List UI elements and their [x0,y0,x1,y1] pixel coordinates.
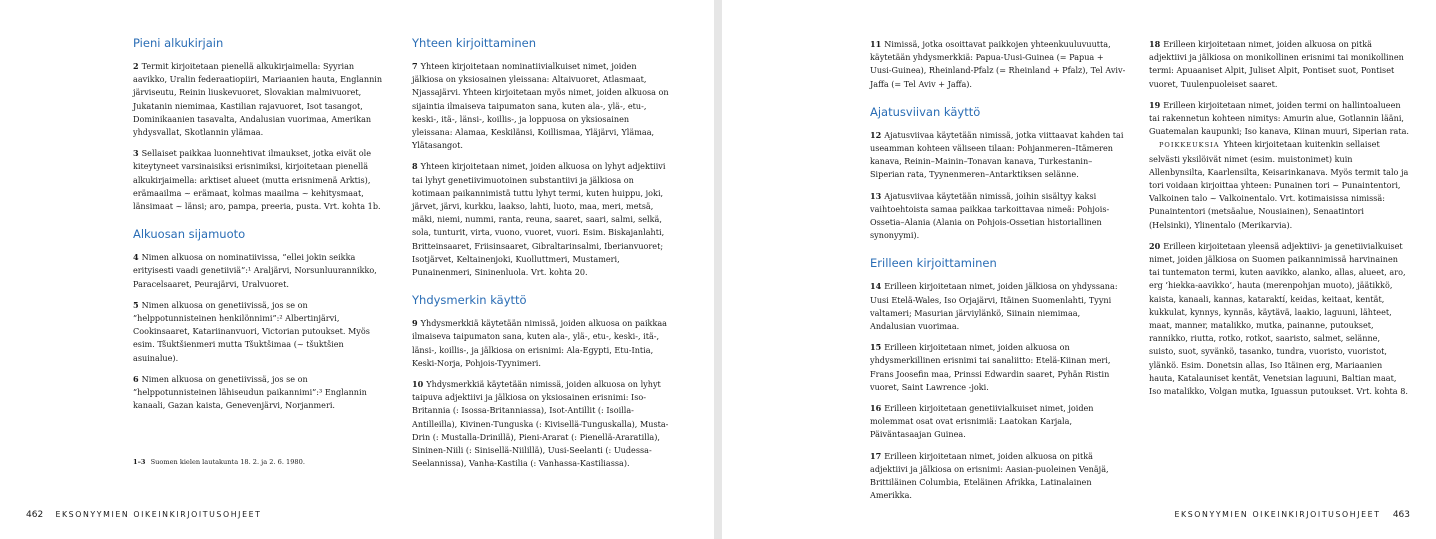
paragraph-19-exceptions: POIKKEUKSIA Yhteen kirjoitetaan kuitenkin sellaiset selvästi yksilöivät nimet (esim. muistonimet) kuin Allenbynsilta, Kaarlensilta, Keisarinkanava. Myös termit talo ja tori voidaan kirjoittaa yhteen: Punainen tori ~ Punaintentori, Valkoinen talo ~ Valkoinentalo. Vrt. kotimaisissa nimissä: Punaintentori (metsäalue, Nousiainen), Senaatintori (Helsinki), Ylinentalo (Merikarvia). [1149,139,1409,230]
left-folio [26,510,262,520]
heading-yhdysmerkin-kaytto: Yhdysmerkin käyttö [412,293,527,308]
running-title: EKSONYYMIEN OIKEINKIRJOITUSOHJEET [1174,510,1381,519]
heading-ajatusviivan-kaytto: Ajatusviivan käyttö [870,104,981,119]
left-page [0,0,714,539]
paragraph-20: 20 Erilleen kirjoitetaan yleensä adjektiivi- ja genetiivialkuiset nimet, joiden jälkiosa on Suomen paikannimissä harvinainen tai tuntematon termi, kuten aavikko, alanko, allas, alueet, aro, erg ’hiekka-aavikko’, hauta (merenpohjan muoto), jäätikkö, kaista, kanaali, kannas, kataraktí, keidas, keitaat, kentät, kukkulat, kynnys, kynnäs, käytävä, laakio, laguuni, lähteet, maat, manner, matalikko, mutka, painanne, putoukset, rannikko, riutta, rotko, rotkot, saaristo, salmet, selänne, suisto, suot, syvänkö, tasanko, tundra, vuoristo, vuoristot, ylänkö. Esim. Donetsin allas, Iso Itäinen erg, Mariaanien hauta, Katalauniset kentät, Venetsian laguuni, Baltian maat, Iso matalikko, Volgan mutka, Iguassun putoukset. Vrt. kohta 8. [1149,240,1408,397]
right-column-2 [1149,38,1409,406]
paragraph-15: 15 Erilleen kirjoitetaan nimet, joiden alkuosa on yhdysmerkillinen erisnimi tai sanaliitto: Etelä-Kiinan meri, Frans Joosefin maa, Prinssi Edwardin saaret, Pyhän Ristin vuoret, Saint Lawrence -joki. [870,342,1111,392]
paragraph-17: 17 Erilleen kirjoitetaan nimet, joiden alkuosa on pitkä adjektiivi ja jälkiosa on erisnimi: Aasian-puoleinen Venäjä, Brittiläinen Columbia, Eteläinen Afrikka, Latinalainen Amerikka. [870,450,1109,501]
heading-yhteen-kirjoittaminen: Yhteen kirjoittaminen [412,36,537,50]
paragraph-19: 19 Erilleen kirjoitetaan nimet, joiden termi on hallintoalueen tai rakennetun kohteen nimitys: Amurin alue, Gotlannin lääni, Guatemalan kaupunki; Iso kanava, Kiinan muuri, Siperian rata. [1149,99,1409,137]
heading-pieni-alkukirjain: Pieni alkukirjain [133,36,224,50]
heading-alkuosan-sijamuoto: Alkuosan sijamuoto [133,227,246,242]
left-column-2 [412,36,670,478]
page-number: 462 [26,510,44,520]
running-title: EKSONYYMIEN OIKEINKIRJOITUSOHJEET [55,510,262,519]
page-number: 463 [1392,510,1410,520]
paragraph-13: 13 Ajatusviivaa käytetään nimissä, joihin sisältyy kaksi vaihtoehtoista samaa paikkaa tarkoittavaa nimeä: Pohjois-Ossetia–Alania (Alania on Pohjois-Ossetian historiallinen synonyymi). [870,190,1110,241]
exceptions-label: POIKKEUKSIA [1159,141,1220,150]
right-folio [1175,510,1411,520]
paragraph-5: 5 Nimen alkuosa on genetiivissä, jos se on ”helppotunnisteinen henkilönnimi”:² Albertinjärvi, Cookinsaaret, Katariinanvuori, Victorian putoukset. Myös esim. Tšuktšienmeri mutta Tšuktšimaa (~ tšuktšien asuinalue). [133,299,370,363]
right-column-1 [870,38,1126,510]
paragraph-11: 11 Nimissä, jotka osoittavat paikkojen yhteenkuuluvuutta, käytetään yhdysmerkkiä: Papua-Uusi-Guinea (= Papua + Uusi-Guinea), Rheinland-Pfalz (= Rheinland + Pfalz), Tel Aviv-Jaffa (= Tel Aviv + Jaffa). [870,39,1126,89]
paragraph-8: 8 Yhteen kirjoitetaan nimet, joiden alkuosa on lyhyt adjektiivi tai lyhyt genetiivimuotoinen substantiivi ja jälkiosa on kotimaan paikannimistä tuttu lyhyt termi, kuten huippu, joki, järvet, järvi, kurkku, laakso, lahti, luoto, maa, meri, metsä, mäki, niemi, nummi, ranta, reuna, saaret, saari, salmi, selkä, sola, tunturit, virta, vuono, vuoret, vuori. Esim. Biskajanlahti, Britteinsaaret, Friisinsaaret, Gibraltarinsalmi, Iberianvuoret; Isotjärvet, Keltainenjoki, Kuolluttmeri, Mustameri, Punainenmeri, Sininenluola. Vrt. kohta 20. [412,161,666,278]
book-gutter [714,0,722,539]
paragraph-9: 9 Yhdysmerkkiä käytetään nimissä, joiden alkuosa on paikkaa ilmaiseva taipumaton sana, kuten ala-, ylä-, etu-, keski-, itä-, länsi-, koillis-, ja jälkiosa on erisnimi: Ala-Egypti, Etu-Intia, Keski-Norja, Pohjois-Tyynimeri. [412,318,668,368]
paragraph-16: 16 Erilleen kirjoitetaan genetiivialkuiset nimet, joiden molemmat osat ovat erisnimiä: Laatokan Karjala, Päiväntasaajan Guinea. [870,403,1094,440]
right-page [722,0,1436,539]
paragraph-10: 10 Yhdysmerkkiä käytetään nimissä, joiden alkuosa on lyhyt taipuva adjektiivi ja jälkiosa on yksiosainen erisnimi: Iso-Britannia (: Isossa-Britanniassa), Isot-Antillit (: Isoilla-Antilleilla), Kivinen-Tunguska (: Kivisellä-Tunguskalla), Musta-Drin (: Mustalla-Drinillä), Pieni-Ararat (: Pienellä-Araratilla), Sininen-Niili (: Sinisellä-Niilillä), Uusi-Seelanti (: Uudessa-Seelannissa), Vanha-Kastilia (: Vanhassa-Kastiliassa). [412,379,669,469]
paragraph-14: 14 Erilleen kirjoitetaan nimet, joiden jälkiosa on yhdyssana: Uusi Etelä-Wales, Iso Orjajärvi, Itäinen Suomenlahti, Tyyni valtameri; Masurian järviylänkö, Siinain niemimaa, Andalusian vuorimaa. [870,281,1118,332]
footnote: 1–3 Suomen kielen lautakunta 18. 2. ja 2. 6. 1980. [133,458,305,466]
paragraph-2: 2 Termit kirjoitetaan pienellä alkukirjaimella: Syyrian aavikko, Uralin federaatiopiiri, Mariaanien hauta, Englannin järviseutu, Reinin liuskevuoret, Slovakian malmivuoret, Jukatanin niemimaa, Kastilian rajavuoret, Isot tasangot, Dominikaanien tasavalta, Andalusian vuorimaa, Amerikan yhdysvallat, Skotlannin ylämaa. [133,61,383,138]
paragraph-7: 7 Yhteen kirjoitetaan nominatiivialkuiset nimet, joiden jälkiosa on yksiosainen yleissana: Altaivuoret, Atlasmaat, Njassajärvi. Yhteen kirjoitetaan myös nimet, joiden alkuosa on sijaintia ilmaiseva taipumaton sana, kuten ala-, ylä-, etu-, keski-, itä-, länsi-, koillis-, ja loppuosa on yksiosainen yleissana: Alamaa, Keskilänsi, Koillismaa, Yläjärvi, Ylämaa, Ylätasangot. [412,61,669,151]
paragraph-6: 6 Nimen alkuosa on genetiivissä, jos se on ”helppotunnisteinen lähiseudun paikannimi”:³ Englannin kanaali, Gazan kaista, Genevenjärvi, Norjanmeri. [133,373,367,411]
paragraph-4: 4 Nimen alkuosa on nominatiivissa, ”ellei jokin seikka erityisesti vaadi genetiiviä”:¹ Araljärvi, Norsunluurannikko, Paracelsaaret, Peurajärvi, Uralvuoret. [133,252,377,289]
heading-erilleen-kirjoittaminen: Erilleen kirjoittaminen [870,256,997,271]
left-column-1 [133,36,385,420]
paragraph-3: 3 Sellaiset paikkaa luonnehtivat ilmaukset, jotka eivät ole kiteytyneet varsinaisiksi erisnimiksi, kirjoitetaan pienellä alkukirjaimella: arktiset alueet (mutta erisnimenä Arktis), erämaailma ~ erämaat, kolmas maailma ~ kehitysmaat, länsimaat ~ länsi; aro, pampa, preeria, pusta. Vrt. kohta 1b. [133,148,381,212]
paragraph-18: 18 Erilleen kirjoitetaan nimet, joiden alkuosa on pitkä adjektiivi ja jälkiosa on monikollinen erisnimi tai monikollinen termi: Apuaaniset Alpit, Juliset Alpit, Pontiset suot, Pontiset vuoret, Tuulenpuoleiset saaret. [1149,39,1404,89]
paragraph-12: 12 Ajatusviivaa käytetään nimissä, jotka viittaavat kahden tai useamman kohteen väliseen tilaan: Pohjanmeren–Itämeren kanava, Reinin–Mainin–Tonavan kanava, Turkestanin–Siperian rata, Tyynenmeren–Antarktiksen selänne. [870,129,1124,180]
